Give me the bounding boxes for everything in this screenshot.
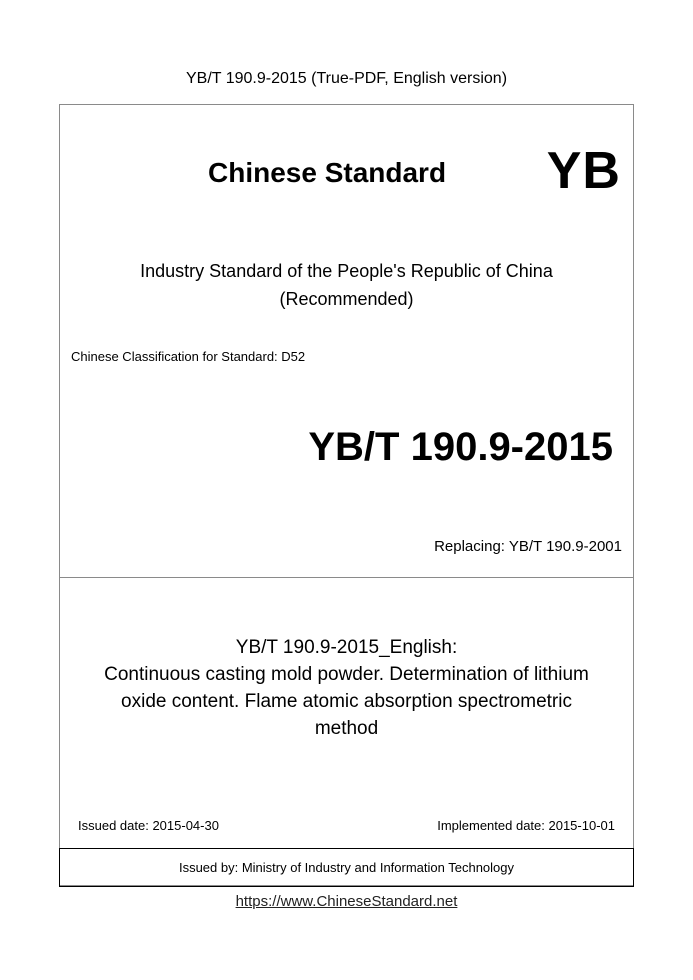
cover-frame — [59, 104, 634, 886]
industry-line-2: (Recommended) — [279, 289, 414, 309]
industry-standard-text — [60, 257, 633, 313]
english-title-line-4: method — [314, 718, 379, 739]
english-title-line-2: Continuous casting mold powder. Determination of lithium — [104, 664, 589, 685]
english-title-line-3: oxide content. Flame atomic absorption spectrometric — [121, 691, 572, 712]
chinese-standard-heading: Chinese Standard — [208, 157, 447, 188]
english-title — [60, 634, 633, 742]
standard-code-mark: YB — [546, 142, 621, 200]
implemented-date: Implemented date: 2015-10-01 — [437, 818, 615, 833]
website-link[interactable]: https://www.ChineseStandard.net — [235, 893, 458, 910]
issued-date: Issued date: 2015-04-30 — [78, 818, 219, 833]
english-title-line-1: YB/T 190.9-2015_English: — [235, 637, 458, 658]
issuer-box — [59, 848, 634, 887]
issued-by-text: Issued by: Ministry of Industry and Information Technology — [178, 860, 515, 875]
replacing-text: Replacing: YB/T 190.9-2001 — [434, 538, 622, 555]
classification-text: Chinese Classification for Standard: D52 — [71, 349, 306, 364]
standard-number: YB/T 190.9-2015 — [308, 425, 613, 469]
industry-line-1: Industry Standard of the People's Republic of China — [140, 261, 553, 281]
cover-bottom-section — [60, 578, 633, 848]
document-header-title: YB/T 190.9-2015 (True-PDF, English version) — [185, 70, 508, 87]
cover-top-section — [60, 105, 633, 578]
